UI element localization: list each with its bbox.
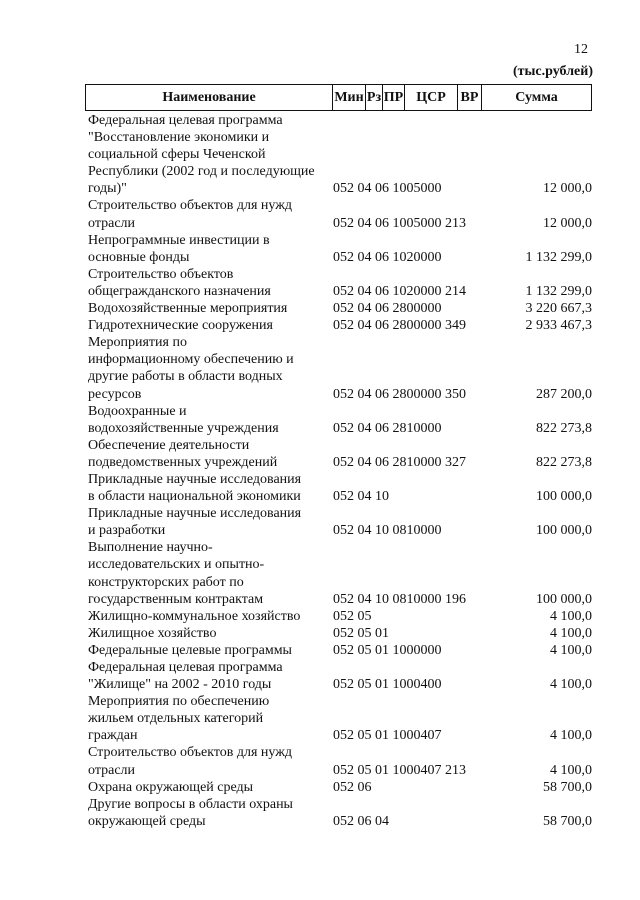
row-code: 052 04 10 xyxy=(333,489,389,505)
row-name: Охрана окружающей среды xyxy=(88,779,254,795)
row-name: Федеральные целевые программы xyxy=(88,642,292,658)
table-row xyxy=(88,266,592,300)
header-min: Мин xyxy=(333,85,366,110)
row-amount: 4 100,0 xyxy=(550,762,592,778)
row-code: 052 04 06 1005000 xyxy=(333,181,442,197)
row-amount: 4 100,0 xyxy=(550,677,592,693)
header-pr: ПР xyxy=(383,85,405,110)
row-name: Водохозяйственные мероприятия xyxy=(88,301,288,317)
row-amount: 4 100,0 xyxy=(550,625,592,641)
row-code: 052 05 01 1000400 xyxy=(333,677,442,693)
row-code: 052 06 04 xyxy=(333,813,389,829)
row-amount: 287 200,0 xyxy=(536,386,592,402)
row-code: 052 04 06 2800000 350 xyxy=(333,386,466,402)
row-name: Жилищное хозяйство xyxy=(88,625,217,641)
row-name: Строительство объектов общегражданского назначения xyxy=(88,266,271,299)
row-name: Выполнение научно- исследовательских и опытно- конструкторских работ по государственным контрактам xyxy=(88,540,265,607)
table-row xyxy=(88,437,592,471)
table-row xyxy=(88,317,592,334)
row-amount: 4 100,0 xyxy=(550,642,592,658)
row-amount: 100 000,0 xyxy=(536,523,592,539)
row-name: Мероприятия по информационному обеспечению и другие работы в области водных ресурсов xyxy=(88,335,294,402)
table-row xyxy=(88,625,592,642)
row-code: 052 04 10 0810000 196 xyxy=(333,591,466,607)
table-row xyxy=(88,779,592,796)
row-amount: 58 700,0 xyxy=(543,813,592,829)
row-code: 052 05 01 1000000 xyxy=(333,642,442,658)
table-row xyxy=(88,539,592,607)
row-name: Строительство объектов для нужд отрасли xyxy=(88,745,293,778)
table-row xyxy=(88,744,592,778)
row-amount: 2 933 467,3 xyxy=(525,318,592,334)
row-code: 052 04 10 0810000 xyxy=(333,523,442,539)
table-row xyxy=(88,659,592,693)
row-code: 052 05 01 xyxy=(333,625,389,641)
row-amount: 1 132 299,0 xyxy=(525,283,592,299)
row-code: 052 05 xyxy=(333,608,372,624)
row-code: 052 04 06 2810000 xyxy=(333,420,442,436)
page-number: 12 xyxy=(574,42,588,57)
row-code: 052 05 01 1000407 213 xyxy=(333,762,466,778)
table-row xyxy=(88,334,592,402)
row-name: Непрограммные инвестиции в основные фонды xyxy=(88,232,270,265)
row-name: Водоохранные и водохозяйственные учреждения xyxy=(88,403,279,436)
row-amount: 100 000,0 xyxy=(536,489,592,505)
table-row xyxy=(88,505,592,539)
table-row xyxy=(88,796,592,830)
table-row xyxy=(88,112,592,197)
row-name: Федеральная целевая программа "Жилище" на 2002 - 2010 годы xyxy=(88,660,283,693)
row-amount: 1 132 299,0 xyxy=(525,249,592,265)
row-code: 052 05 01 1000407 xyxy=(333,728,442,744)
table-row xyxy=(88,197,592,231)
header-name: Наименование xyxy=(86,85,333,110)
row-code: 052 04 06 2810000 327 xyxy=(333,454,466,470)
table-row xyxy=(88,232,592,266)
row-name: Мероприятия по обеспечению жильем отдельных категорий граждан xyxy=(88,694,270,744)
row-code: 052 04 06 2800000 xyxy=(333,301,442,317)
row-code: 052 06 xyxy=(333,779,372,795)
table-row xyxy=(88,642,592,659)
row-amount: 58 700,0 xyxy=(543,779,592,795)
header-vr: ВР xyxy=(458,85,482,110)
row-amount: 4 100,0 xyxy=(550,728,592,744)
table-row xyxy=(88,403,592,437)
row-amount: 3 220 667,3 xyxy=(525,301,592,317)
row-code: 052 04 06 1020000 xyxy=(333,249,442,265)
row-name: Прикладные научные исследования и разработки xyxy=(88,506,302,539)
row-name: Прикладные научные исследования в области национальной экономики xyxy=(88,471,302,505)
table-header xyxy=(85,84,592,111)
row-name: Жилищно-коммунальное хозяйство xyxy=(88,608,301,624)
row-code: 052 04 06 1005000 213 xyxy=(333,215,466,231)
row-code: 052 04 06 2800000 349 xyxy=(333,318,466,334)
row-amount: 12 000,0 xyxy=(543,215,592,231)
row-amount: 4 100,0 xyxy=(550,608,592,624)
row-name: Другие вопросы в области охраны окружающей среды xyxy=(88,796,293,829)
header-csr: ЦСР xyxy=(405,85,458,110)
row-amount: 822 273,8 xyxy=(536,420,592,436)
row-name: Строительство объектов для нужд отрасли xyxy=(88,198,293,231)
row-code: 052 04 06 1020000 214 xyxy=(333,283,466,299)
header-sum: Сумма xyxy=(515,89,558,105)
row-amount: 822 273,8 xyxy=(536,454,592,470)
row-name: Гидротехнические сооружения xyxy=(88,318,273,334)
row-name: Обеспечение деятельности подведомственных учреждений xyxy=(88,437,278,470)
row-amount: 100 000,0 xyxy=(536,591,592,607)
table-row xyxy=(88,300,592,317)
table-row xyxy=(88,693,592,744)
units-label: (тыс.рублей) xyxy=(512,64,593,79)
row-name: Федеральная целевая программа "Восстановление экономики и социальной сферы Чеченской Республики (2002 год и последующие годы)" xyxy=(88,113,315,197)
header-rz: Рз xyxy=(366,85,383,110)
row-amount: 12 000,0 xyxy=(543,181,592,197)
table-body xyxy=(88,112,592,830)
table-row xyxy=(88,471,592,505)
table-row xyxy=(88,608,592,625)
